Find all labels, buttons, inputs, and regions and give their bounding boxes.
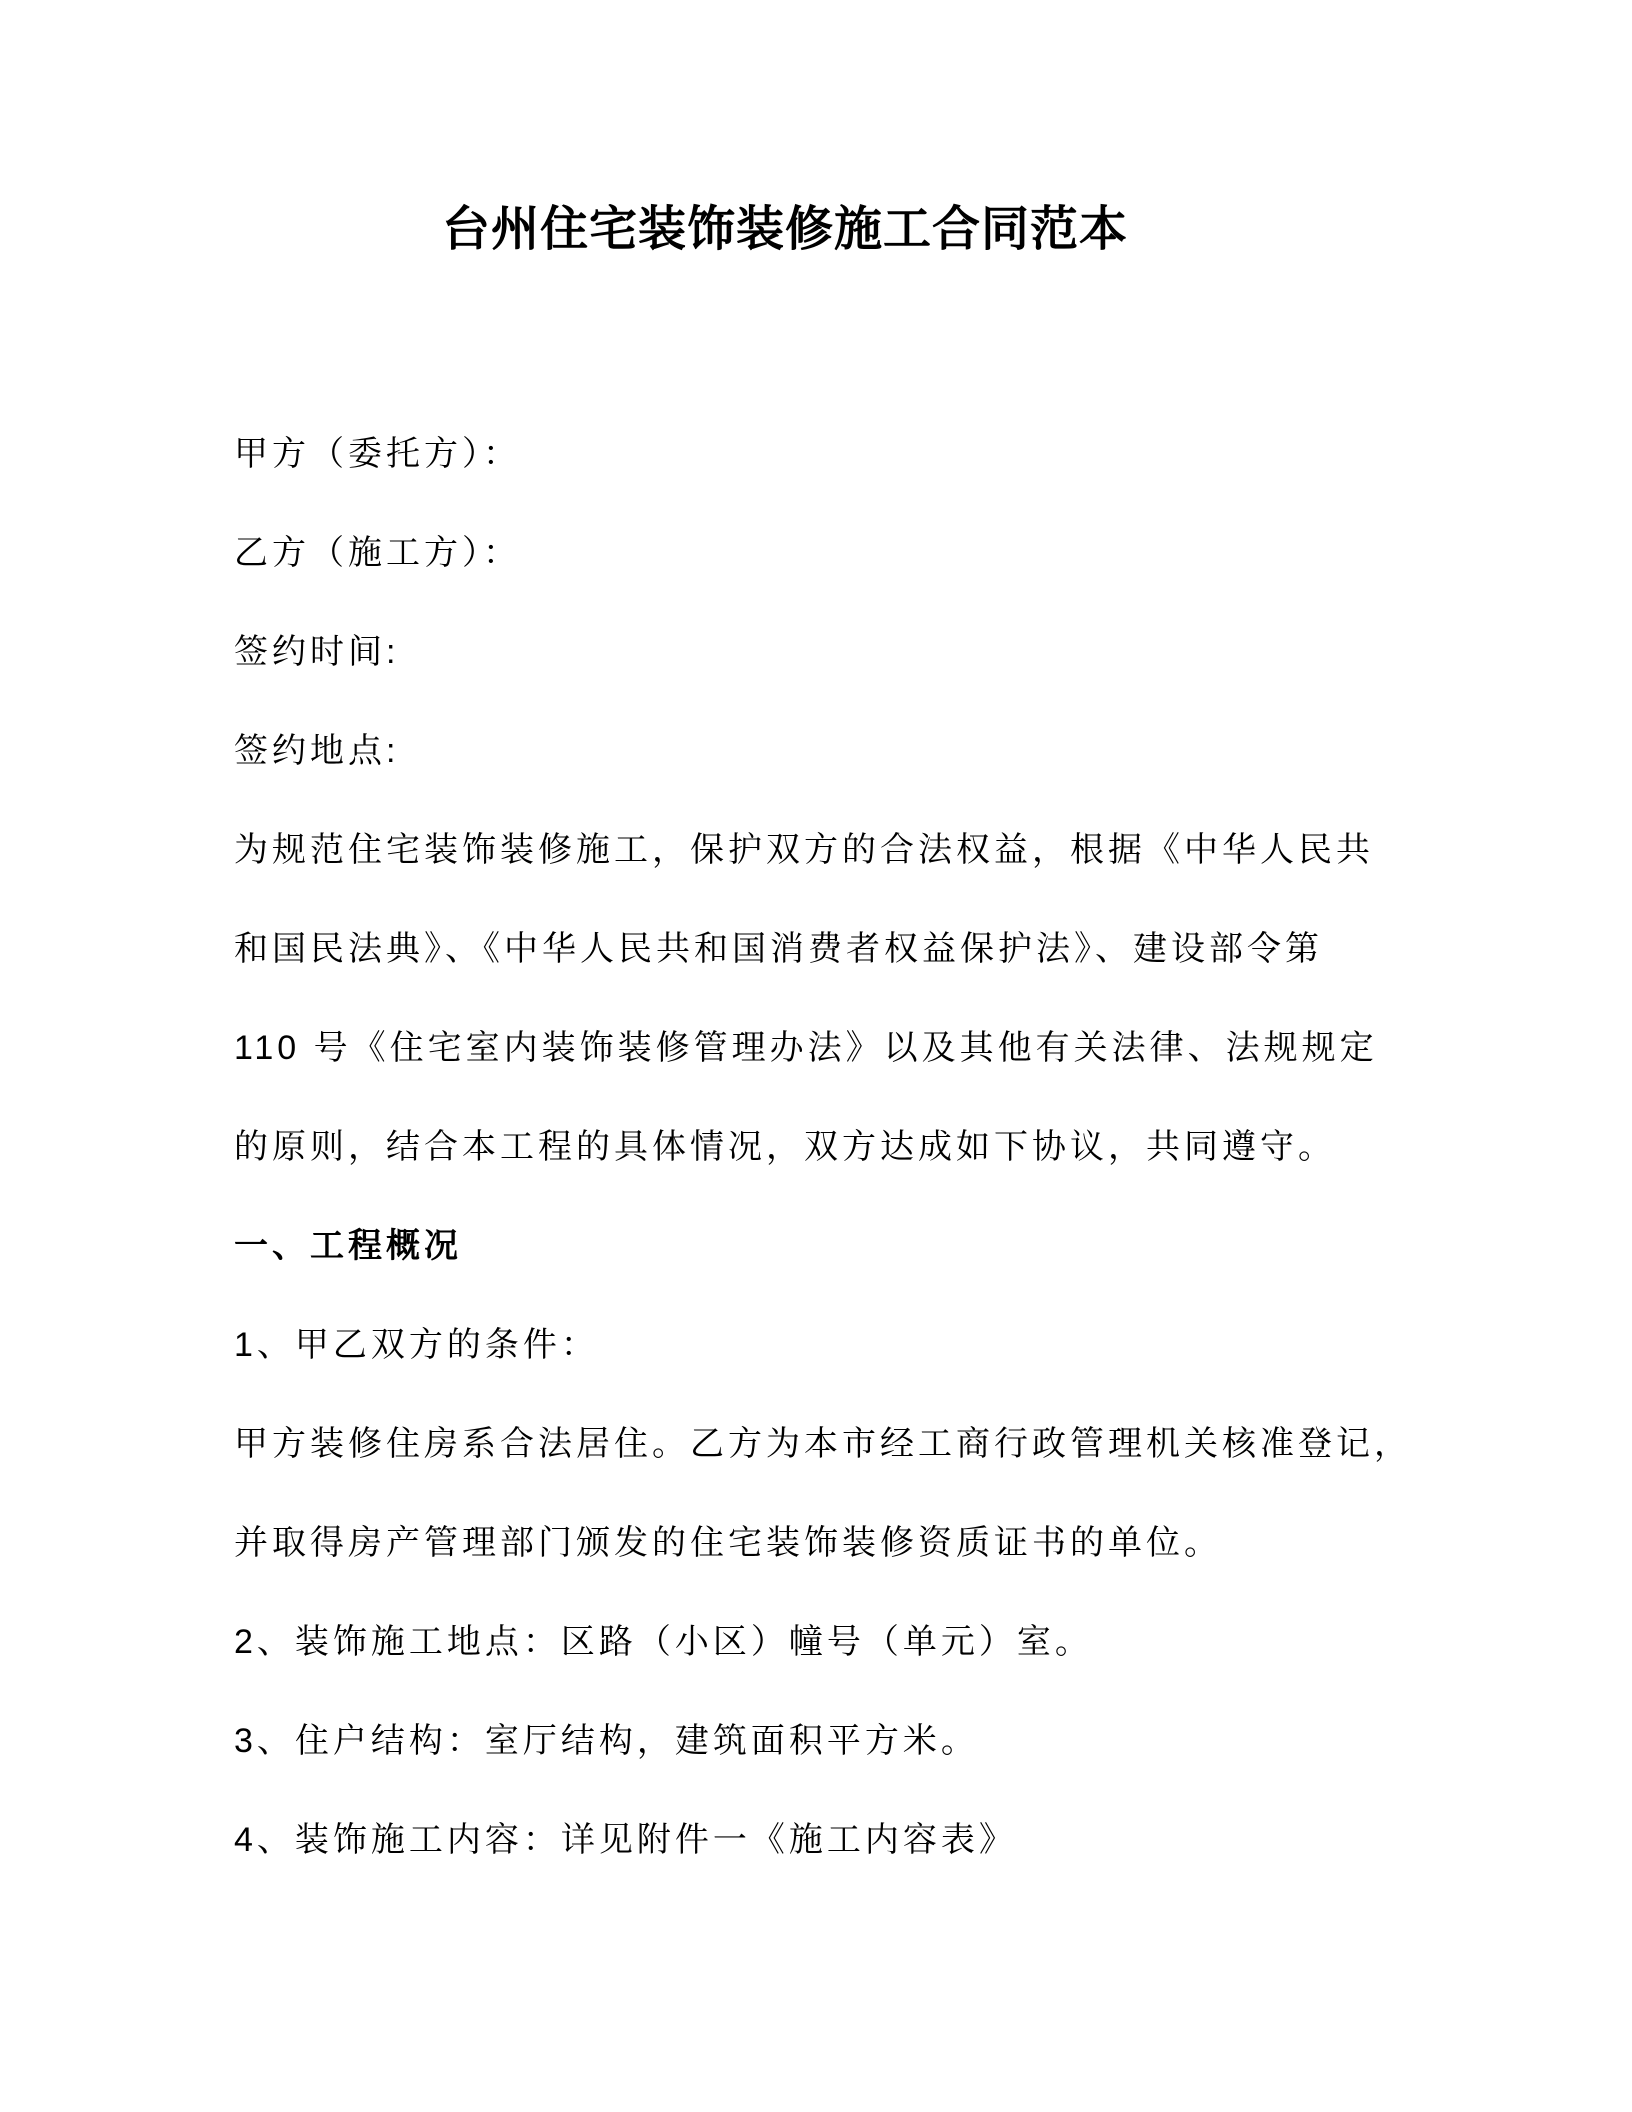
preamble-line-3: 110 号《住宅室内装饰装修管理办法》以及其他有关法律、法规规定 xyxy=(234,1029,1378,1067)
preamble-line-2: 和国民法典》、《中华人民共和国消费者权益保护法》、建设部令第 xyxy=(234,930,1323,968)
section-heading-project-overview: 一、工程概况 xyxy=(234,1227,462,1265)
clause-4-content-line: 4、装饰施工内容：详见附件一《施工内容表》 xyxy=(234,1821,1017,1859)
document-body xyxy=(234,405,1434,1890)
clause-1-text-line-2: 并取得房产管理部门颁发的住宅装饰装修资质证书的单位。 xyxy=(234,1524,1222,1562)
signing-time-line: 签约时间: xyxy=(234,633,400,671)
preamble-line-4: 的原则，结合本工程的具体情况，双方达成如下协议，共同遵守。 xyxy=(234,1128,1336,1166)
signing-place-line: 签约地点: xyxy=(234,732,400,770)
party-a-line: 甲方（委托方）： xyxy=(234,435,521,473)
clause-2-location-line: 2、装饰施工地点：区路（小区）幢号（单元）室。 xyxy=(234,1623,1093,1661)
document-title: 台州住宅装饰装修施工合同范本 xyxy=(441,203,1128,256)
clause-1-conditions-line: 1、甲乙双方的条件： xyxy=(234,1326,599,1364)
clause-3-structure-line: 3、住户结构：室厅结构，建筑面积平方米。 xyxy=(234,1722,979,1760)
preamble-line-1: 为规范住宅装饰装修施工，保护双方的合法权益，根据《中华人民共 xyxy=(234,831,1374,869)
party-b-line: 乙方（施工方）： xyxy=(234,534,521,572)
clause-1-text-line-1: 甲方装修住房系合法居住。乙方为本市经工商行政管理机关核准登记， xyxy=(234,1425,1412,1463)
